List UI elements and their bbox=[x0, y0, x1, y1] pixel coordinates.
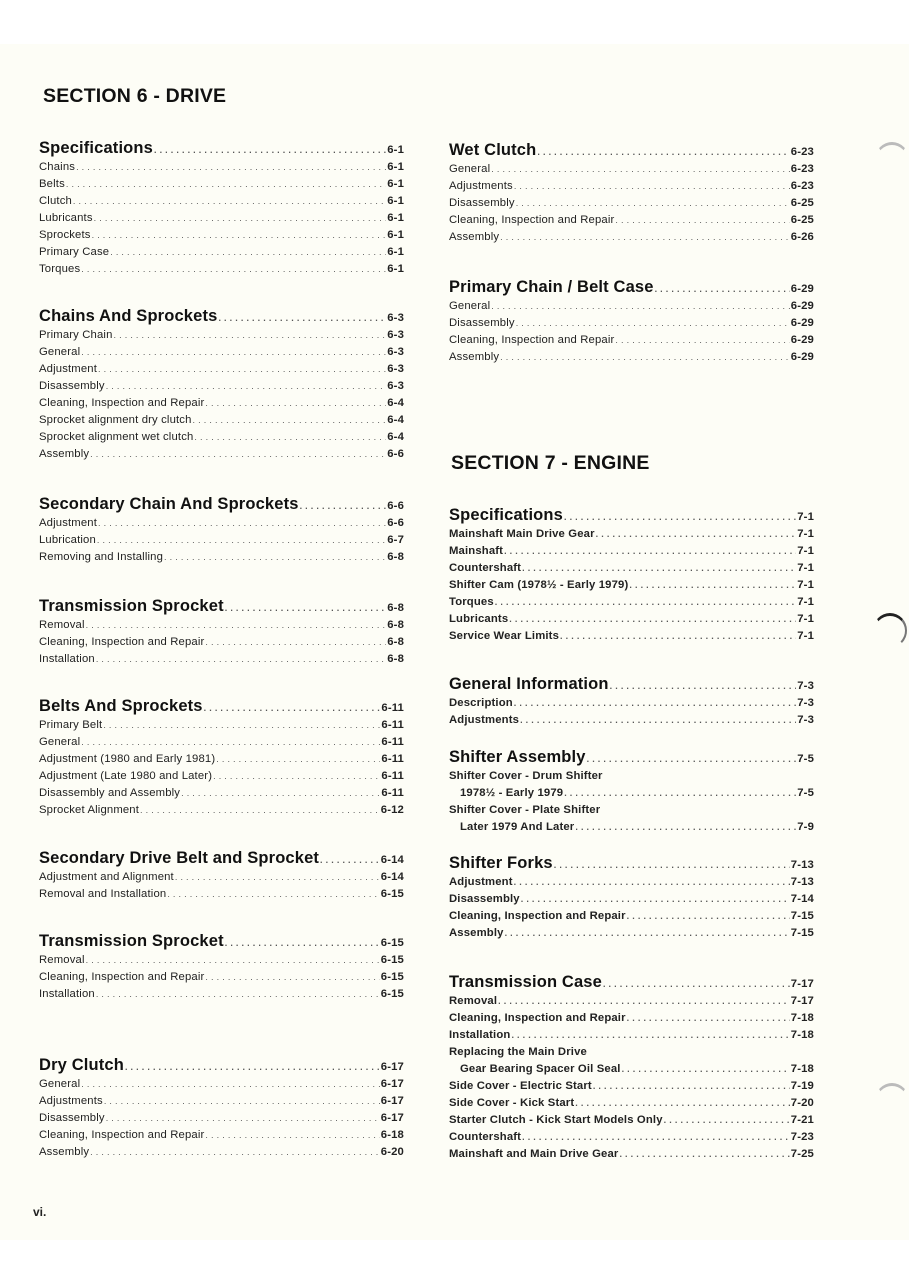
leader-dots bbox=[596, 526, 797, 543]
leader-dots bbox=[516, 315, 790, 332]
leader-dots bbox=[554, 855, 790, 876]
leader-dots bbox=[521, 891, 790, 908]
leader-dots bbox=[603, 974, 790, 995]
leader-dots bbox=[96, 986, 380, 1003]
leader-dots bbox=[514, 178, 790, 195]
leader-dots bbox=[610, 676, 797, 697]
leader-dots bbox=[181, 785, 380, 802]
leader-dots bbox=[320, 850, 380, 871]
toc-heading[interactable]: Chains And Sprockets ..... 6-3 bbox=[39, 306, 404, 327]
leader-dots bbox=[498, 993, 790, 1010]
toc-item[interactable]: Cleaning, Inspection and Repair ..... 6-4 bbox=[39, 395, 404, 412]
leader-dots bbox=[98, 361, 386, 378]
toc-item[interactable]: Lubricants ..... 6-1 bbox=[39, 210, 404, 227]
toc-heading[interactable]: Shifter Assembly ..... 7-5 bbox=[449, 747, 814, 768]
leader-dots bbox=[225, 933, 380, 954]
toc-heading[interactable]: Secondary Drive Belt and Sprocket ..... 6-14 bbox=[39, 848, 404, 869]
leader-dots bbox=[73, 193, 386, 210]
toc-item[interactable]: Belts ..... 6-1 bbox=[39, 176, 404, 193]
toc-heading[interactable]: Dry Clutch ..... 6-17 bbox=[39, 1055, 404, 1076]
leader-dots bbox=[154, 140, 386, 161]
toc-item[interactable]: Sprocket Alignment ..... 6-12 bbox=[39, 802, 404, 819]
leader-dots bbox=[81, 734, 380, 751]
toc-item[interactable]: Mainshaft and Main Drive Gear ..... 7-25 bbox=[449, 1146, 814, 1163]
leader-dots bbox=[615, 212, 789, 229]
toc-item[interactable]: General ..... 6-3 bbox=[39, 344, 404, 361]
toc-item[interactable]: Removing and Installing ..... 6-8 bbox=[39, 549, 404, 566]
toc-item[interactable]: Assembly ..... 6-6 bbox=[39, 446, 404, 463]
leader-dots bbox=[218, 308, 386, 329]
leader-dots bbox=[97, 532, 386, 549]
leader-dots bbox=[560, 628, 796, 645]
toc-heading[interactable]: Belts And Sprockets ..... 6-11 bbox=[39, 696, 404, 717]
toc-item[interactable]: Removal ..... 7-17 bbox=[449, 993, 814, 1010]
leader-dots bbox=[96, 651, 386, 668]
binder-hole-mark bbox=[875, 142, 909, 177]
toc-item[interactable]: Shifter Cam (1978½ - Early 1979) ..... 7-1 bbox=[449, 577, 814, 594]
toc-item[interactable]: General ..... 6-23 bbox=[449, 161, 814, 178]
toc-item[interactable]: Later 1979 And Later ..... 7-9 bbox=[449, 819, 814, 836]
toc-item[interactable]: Disassembly ..... 6-29 bbox=[449, 315, 814, 332]
leader-dots bbox=[593, 1078, 790, 1095]
leader-dots bbox=[205, 634, 386, 651]
toc-group-primary-chain-belt-case bbox=[449, 277, 814, 366]
leader-dots bbox=[495, 594, 796, 611]
toc-group-secondary-drive-belt bbox=[39, 848, 404, 903]
toc-item[interactable]: Gear Bearing Spacer Oil Seal ..... 7-18 bbox=[449, 1061, 814, 1078]
toc-group-belts-and-sprockets bbox=[39, 696, 404, 819]
leader-dots bbox=[511, 1027, 789, 1044]
toc-item[interactable]: Cleaning, Inspection and Repair ..... 6-25 bbox=[449, 212, 814, 229]
leader-dots bbox=[587, 749, 797, 770]
toc-group-secondary-chain bbox=[39, 494, 404, 566]
toc-group-engine-specifications bbox=[449, 505, 814, 645]
leader-dots bbox=[500, 349, 790, 366]
toc-item[interactable]: 1978½ - Early 1979 ..... 7-5 bbox=[449, 785, 814, 802]
toc-item[interactable]: Disassembly ..... 7-14 bbox=[449, 891, 814, 908]
toc-item[interactable]: Assembly ..... 6-26 bbox=[449, 229, 814, 246]
leader-dots bbox=[564, 785, 796, 802]
toc-item[interactable]: Adjustment and Alignment ..... 6-14 bbox=[39, 869, 404, 886]
section-7-title: SECTION 7 - ENGINE bbox=[451, 452, 650, 474]
leader-dots bbox=[491, 298, 790, 315]
leader-dots bbox=[205, 395, 386, 412]
toc-heading[interactable]: Wet Clutch ..... 6-23 bbox=[449, 140, 814, 161]
leader-dots bbox=[175, 869, 380, 886]
toc-item[interactable]: Sprocket alignment dry clutch ..... 6-4 bbox=[39, 412, 404, 429]
toc-group-chains-and-sprockets bbox=[39, 306, 404, 463]
toc-item[interactable]: General ..... 6-11 bbox=[39, 734, 404, 751]
leader-dots bbox=[615, 332, 789, 349]
toc-item[interactable]: Disassembly and Assembly ..... 6-11 bbox=[39, 785, 404, 802]
leader-dots bbox=[622, 1061, 790, 1078]
leader-dots bbox=[629, 577, 796, 594]
leader-dots bbox=[110, 244, 386, 261]
toc-item[interactable]: Primary Chain ..... 6-3 bbox=[39, 327, 404, 344]
toc-group-shifter-assembly bbox=[449, 747, 814, 836]
toc-item[interactable]: Removal and Installation ..... 6-15 bbox=[39, 886, 404, 903]
toc-item[interactable]: Lubrication ..... 6-7 bbox=[39, 532, 404, 549]
toc-item[interactable]: Countershaft ..... 7-23 bbox=[449, 1129, 814, 1146]
toc-item[interactable]: Adjustments ..... 6-23 bbox=[449, 178, 814, 195]
leader-dots bbox=[76, 159, 386, 176]
toc-item[interactable]: Torques ..... 6-1 bbox=[39, 261, 404, 278]
leader-dots bbox=[225, 598, 387, 619]
toc-item[interactable]: Side Cover - Kick Start ..... 7-20 bbox=[449, 1095, 814, 1112]
toc-item[interactable]: Adjustment (Late 1980 and Later) ..... 6-11 bbox=[39, 768, 404, 785]
leader-dots bbox=[504, 543, 796, 560]
toc-item[interactable]: Mainshaft Main Drive Gear ..... 7-1 bbox=[449, 526, 814, 543]
toc-item[interactable]: Removal ..... 6-8 bbox=[39, 617, 404, 634]
leader-dots bbox=[500, 229, 790, 246]
leader-dots bbox=[106, 378, 387, 395]
leader-dots bbox=[167, 886, 379, 903]
toc-item[interactable]: Cleaning, Inspection and Repair ..... 6-15 bbox=[39, 969, 404, 986]
toc-item-continued[interactable]: Replacing the Main Drive bbox=[449, 1046, 587, 1058]
leader-dots bbox=[505, 925, 790, 942]
leader-dots bbox=[164, 549, 386, 566]
toc-item[interactable]: Adjustments ..... 6-17 bbox=[39, 1093, 404, 1110]
leader-dots bbox=[520, 712, 796, 729]
leader-dots bbox=[205, 969, 379, 986]
toc-item[interactable]: Sprockets ..... 6-1 bbox=[39, 227, 404, 244]
toc-item[interactable]: Disassembly ..... 6-25 bbox=[449, 195, 814, 212]
leader-dots bbox=[81, 344, 386, 361]
section-6-title: SECTION 6 - DRIVE bbox=[43, 85, 227, 107]
toc-item[interactable]: Removal ..... 6-15 bbox=[39, 952, 404, 969]
toc-item[interactable]: Installation ..... 6-15 bbox=[39, 986, 404, 1003]
toc-item-continued[interactable]: Shifter Cover - Drum Shifter bbox=[449, 770, 603, 782]
leader-dots bbox=[216, 751, 380, 768]
leader-dots bbox=[514, 695, 796, 712]
toc-item[interactable]: Installation ..... 6-8 bbox=[39, 651, 404, 668]
leader-dots bbox=[103, 717, 380, 734]
leader-dots bbox=[104, 1093, 380, 1110]
toc-item[interactable]: Cleaning, Inspection and Repair ..... 6-29 bbox=[449, 332, 814, 349]
leader-dots bbox=[619, 1146, 789, 1163]
leader-dots bbox=[204, 698, 381, 719]
leader-dots bbox=[522, 1129, 790, 1146]
toc-item[interactable]: Cleaning, Inspection and Repair ..... 6-18 bbox=[39, 1127, 404, 1144]
toc-item[interactable]: Chains ..... 6-1 bbox=[39, 159, 404, 176]
toc-item[interactable]: Adjustment ..... 6-6 bbox=[39, 515, 404, 532]
toc-item[interactable]: Mainshaft ..... 7-1 bbox=[449, 543, 814, 560]
toc-item[interactable]: Adjustments ..... 7-3 bbox=[449, 712, 814, 729]
leader-dots bbox=[537, 142, 789, 163]
toc-item[interactable]: Cleaning, Inspection and Repair ..... 6-8 bbox=[39, 634, 404, 651]
toc-item[interactable]: Adjustment ..... 7-13 bbox=[449, 874, 814, 891]
leader-dots bbox=[300, 496, 387, 517]
leader-dots bbox=[491, 161, 790, 178]
leader-dots bbox=[627, 1010, 790, 1027]
toc-item[interactable]: Adjustment (1980 and Early 1981) ..... 6-11 bbox=[39, 751, 404, 768]
toc-item[interactable]: Installation ..... 7-18 bbox=[449, 1027, 814, 1044]
toc-item[interactable]: Lubricants ..... 7-1 bbox=[449, 611, 814, 628]
toc-heading[interactable]: Transmission Sprocket ..... 6-8 bbox=[39, 596, 404, 617]
toc-item[interactable]: Starter Clutch - Kick Start Models Only ..... 7-21 bbox=[449, 1112, 814, 1129]
leader-dots bbox=[81, 1076, 380, 1093]
toc-group-shifter-forks bbox=[449, 853, 814, 942]
toc-item[interactable]: Disassembly ..... 6-17 bbox=[39, 1110, 404, 1127]
toc-item[interactable]: Cleaning, Inspection and Repair ..... 7-18 bbox=[449, 1010, 814, 1027]
toc-group-wet-clutch bbox=[449, 140, 814, 246]
toc-item[interactable]: Primary Case ..... 6-1 bbox=[39, 244, 404, 261]
leader-dots bbox=[125, 1057, 380, 1078]
leader-dots bbox=[98, 515, 386, 532]
toc-item[interactable]: Service Wear Limits ..... 7-1 bbox=[449, 628, 814, 645]
leader-dots bbox=[509, 611, 796, 628]
toc-item[interactable]: Torques ..... 7-1 bbox=[449, 594, 814, 611]
leader-dots bbox=[106, 1110, 380, 1127]
toc-item[interactable]: Clutch ..... 6-1 bbox=[39, 193, 404, 210]
leader-dots bbox=[86, 617, 387, 634]
leader-dots bbox=[575, 1095, 790, 1112]
leader-dots bbox=[81, 261, 386, 278]
toc-item[interactable]: Cleaning, Inspection and Repair ..... 7-15 bbox=[449, 908, 814, 925]
toc-item[interactable]: General ..... 6-17 bbox=[39, 1076, 404, 1093]
leader-dots bbox=[92, 227, 387, 244]
toc-item[interactable]: Countershaft ..... 7-1 bbox=[449, 560, 814, 577]
leader-dots bbox=[86, 952, 380, 969]
toc-item-continued[interactable]: Shifter Cover - Plate Shifter bbox=[449, 804, 601, 816]
leader-dots bbox=[90, 446, 386, 463]
leader-dots bbox=[522, 560, 796, 577]
toc-heading[interactable]: Shifter Forks ..... 7-13 bbox=[449, 853, 814, 874]
leader-dots bbox=[564, 507, 796, 528]
leader-dots bbox=[575, 819, 796, 836]
toc-heading[interactable]: Specifications ..... 7-1 bbox=[449, 505, 814, 526]
leader-dots bbox=[514, 874, 790, 891]
toc-item[interactable]: Primary Belt ..... 6-11 bbox=[39, 717, 404, 734]
toc-item[interactable]: Assembly ..... 6-20 bbox=[39, 1144, 404, 1161]
toc-group-specifications bbox=[39, 138, 404, 278]
toc-item[interactable]: Assembly ..... 7-15 bbox=[449, 925, 814, 942]
toc-heading[interactable]: Transmission Sprocket ..... 6-15 bbox=[39, 931, 404, 952]
leader-dots bbox=[193, 412, 387, 429]
toc-item[interactable]: Assembly ..... 6-29 bbox=[449, 349, 814, 366]
toc-item[interactable]: Disassembly ..... 6-3 bbox=[39, 378, 404, 395]
leader-dots bbox=[664, 1112, 790, 1129]
toc-group-transmission-sprocket-a bbox=[39, 596, 404, 668]
toc-heading[interactable]: Secondary Chain And Sprockets ..... 6-6 bbox=[39, 494, 404, 515]
leader-dots bbox=[213, 768, 380, 785]
toc-group-general-information bbox=[449, 674, 814, 729]
toc-heading[interactable]: Primary Chain / Belt Case ..... 6-29 bbox=[449, 277, 814, 298]
leader-dots bbox=[194, 429, 386, 446]
toc-heading[interactable]: General Information ..... 7-3 bbox=[449, 674, 814, 695]
leader-dots bbox=[205, 1127, 379, 1144]
leader-dots bbox=[94, 210, 387, 227]
toc-heading[interactable]: Transmission Case ..... 7-17 bbox=[449, 972, 814, 993]
binder-hole-mark bbox=[873, 613, 907, 648]
toc-group-dry-clutch bbox=[39, 1055, 404, 1161]
leader-dots bbox=[627, 908, 790, 925]
toc-item[interactable]: Description ..... 7-3 bbox=[449, 695, 814, 712]
leader-dots bbox=[140, 802, 380, 819]
leader-dots bbox=[655, 279, 790, 300]
page-number: vi. bbox=[33, 1205, 47, 1219]
toc-group-transmission-case bbox=[449, 972, 814, 1163]
leader-dots bbox=[90, 1144, 380, 1161]
toc-item[interactable]: General ..... 6-29 bbox=[449, 298, 814, 315]
leader-dots bbox=[516, 195, 790, 212]
toc-group-transmission-sprocket-b bbox=[39, 931, 404, 1003]
leader-dots bbox=[114, 327, 387, 344]
toc-item[interactable]: Adjustment ..... 6-3 bbox=[39, 361, 404, 378]
binder-hole-mark bbox=[875, 1083, 909, 1118]
leader-dots bbox=[66, 176, 386, 193]
toc-item[interactable]: Side Cover - Electric Start ..... 7-19 bbox=[449, 1078, 814, 1095]
toc-item[interactable]: Sprocket alignment wet clutch ..... 6-4 bbox=[39, 429, 404, 446]
toc-heading[interactable]: Specifications ..... 6-1 bbox=[39, 138, 404, 159]
